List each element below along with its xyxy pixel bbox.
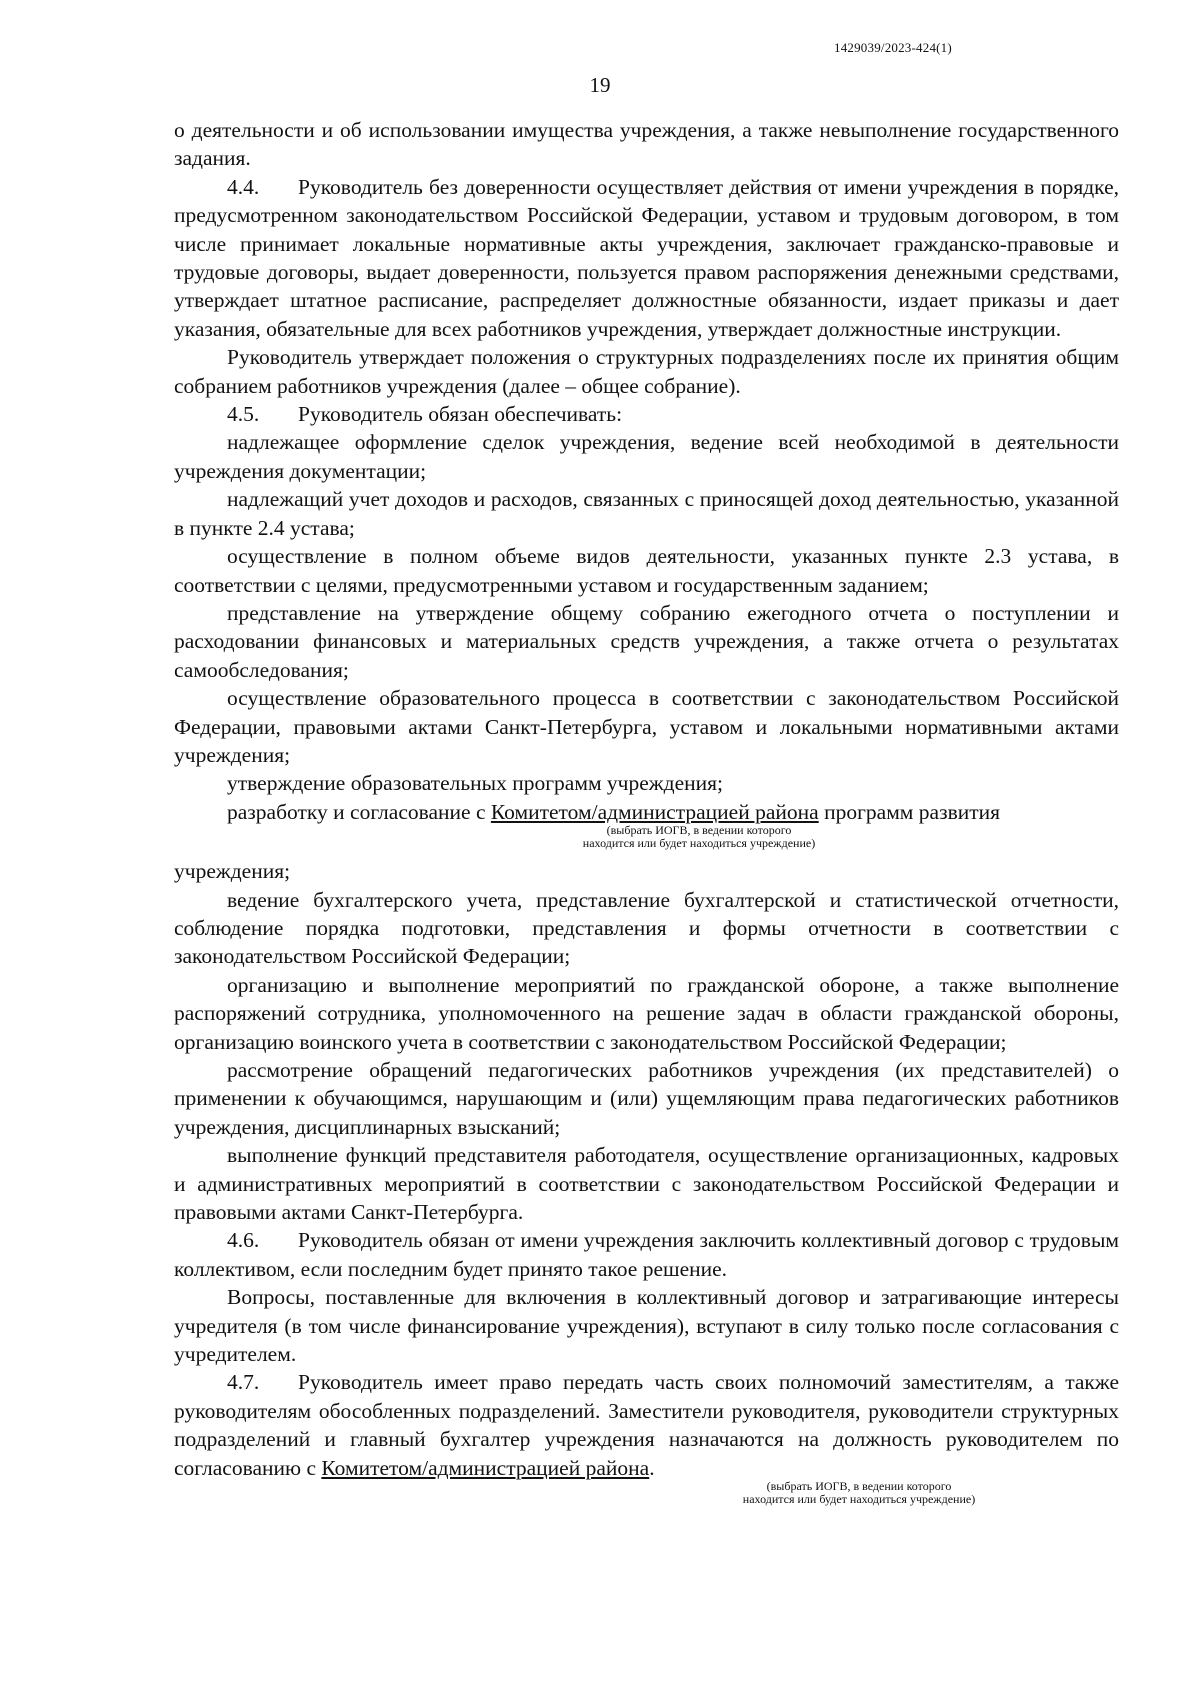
paragraph: Руководитель утверждает положения о структурных подразделениях после их принятия общим собранием работников учреждения (далее – общее собрание). — [174, 345, 1119, 398]
clause-4-5 — [174, 400, 1119, 428]
list-item: представление на утверждение общему собранию ежегодного отчета о поступлении и расходовании финансовых и материальных средств учреждения, а также отчета о результатах самообследования; — [174, 600, 1119, 682]
list-item: организацию и выполнение мероприятий по гражданской обороне, а также выполнение распоряжений сотрудника, уполномоченного на решение задач в области гражданской обороны, организацию воинского учета в соответствии с законодательством Российской Федерации; — [174, 972, 1119, 1054]
clause-text: Руководитель обязан от имени учреждения заключить коллективный договор с трудовым коллективом, если последним будет принято такое решение. — [174, 1228, 1119, 1281]
list-item: рассмотрение обращений педагогических работников учреждения (их представителей) о применении к обучающимся, нарушающим и (или) ущемляющим права педагогических работников учреждения, дисциплинарных взысканий; — [174, 1058, 1119, 1139]
list-item: утверждение образовательных программ учреждения; — [227, 771, 724, 796]
footnote-line: находится или будет находиться учреждение) — [742, 1492, 976, 1507]
list-item: осуществление образовательного процесса в соответствии с законодательством Российской Федерации, правовыми актами Санкт-Петербурга, уставом и локальными нормативными актами учреждения; — [174, 686, 1119, 767]
text-run: . — [649, 1455, 655, 1480]
clause-text: Руководитель обязан обеспечивать: — [298, 402, 623, 427]
footnote-line: (выбрать ИОГВ, в ведении которого — [606, 823, 792, 838]
text-run: программ развития — [818, 799, 1001, 824]
text-run: разработку и согласование с — [227, 799, 491, 824]
footnote-hint — [679, 1480, 1039, 1506]
document-number: 1429039/2023-424(1) — [834, 40, 952, 55]
footnote-hint — [519, 824, 879, 850]
underlined-term: Комитетом/администрацией района — [490, 799, 819, 824]
clause-4-7 — [174, 1368, 1119, 1482]
clause-number: 4.5. — [227, 402, 260, 427]
clause-4-4 — [174, 173, 1119, 343]
underlined-term: Комитетом/администрацией района — [321, 1455, 650, 1480]
text-run: Руководитель имеет право передать часть своих полномочий заместителям, а также руководителям обособленных подразделений. Заместители руководителя, руководители структурных подразделений и главный бухгалтер учреждения назначаются на должность руководителем по согласованию с — [174, 1370, 1119, 1480]
list-item-continuation: учреждения; — [174, 859, 291, 884]
clause-4-6 — [174, 1226, 1119, 1283]
paragraph-continuation: о деятельности и об использовании имущества учреждения, а также невыполнение государственного задания. — [174, 118, 1119, 171]
list-item: осуществление в полном объеме видов деятельности, указанных пункте 2.3 устава, в соответствии с целями, предусмотренными уставом и государственным заданием; — [174, 544, 1119, 597]
paragraph: Вопросы, поставленные для включения в коллективный договор и затрагивающие интересы учредителя (в том числе финансирование учреждения), вступают в силу только после согласования с учредителем. — [174, 1285, 1119, 1367]
clause-number: 4.6. — [227, 1228, 260, 1253]
document-body — [174, 116, 1119, 1506]
footnote-line: находится или будет находиться учреждение) — [582, 836, 816, 851]
list-item: надлежащее оформление сделок учреждения, ведение всей необходимой в деятельности учреждения документации; — [174, 430, 1119, 483]
list-item: надлежащий учет доходов и расходов, связанных с приносящей доход деятельностью, указанной в пункте 2.4 устава; — [174, 487, 1119, 540]
list-item: выполнение функций представителя работодателя, осуществление организационных, кадровых и административных мероприятий в соответствии с законодательством Российской Федерации и правовыми актами Санкт-Петербурга. — [174, 1143, 1119, 1225]
clause-number: 4.4. — [227, 174, 260, 199]
list-item: ведение бухгалтерского учета, представление бухгалтерской и статистической отчетности, соблюдение порядка подготовки, представления и формы отчетности в соответствии с законодательством Российской Федерации; — [174, 887, 1119, 969]
footnote-line: (выбрать ИОГВ, в ведении которого — [766, 1479, 952, 1494]
clause-text: Руководитель без доверенности осуществляет действия от имени учреждения в порядке, предусмотренном законодательством Российской Федерации, уставом и трудовым договором, в том числе принимает локальные нормативные акты учреждения, заключает гражданско-правовые и трудовые договоры, выдает доверенности, пользуется правом распоряжения денежными средствами, утверждает штатное расписание, распределяет должностные обязанности, издает приказы и дает указания, обязательные для всех работников учреждения, утверждает должностные инструкции. — [174, 174, 1119, 341]
list-item — [174, 798, 1119, 826]
clause-number: 4.7. — [227, 1370, 260, 1395]
page-number: 19 — [589, 73, 611, 97]
